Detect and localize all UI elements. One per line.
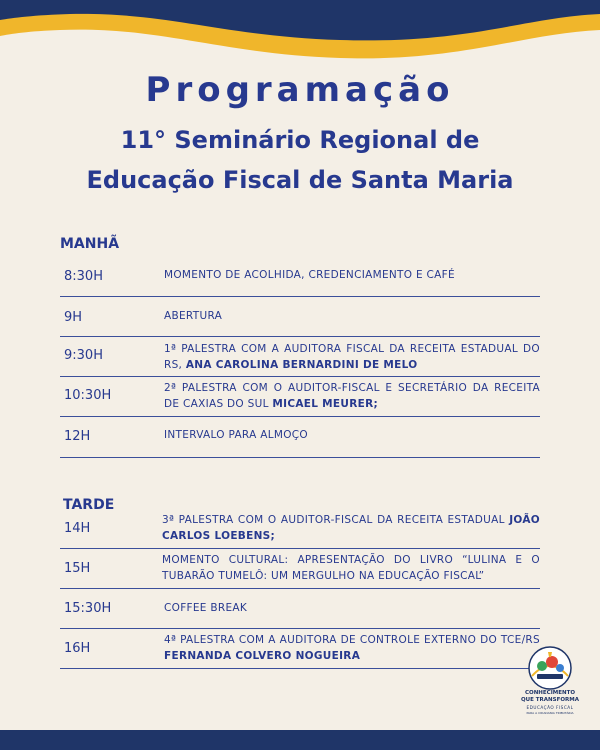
logo-text-line1: CONHECIMENTO xyxy=(524,690,576,696)
schedule-description: ABERTURA xyxy=(164,310,223,322)
schedule-time: 8:30H xyxy=(64,269,103,284)
schedule-time: 10:30H xyxy=(64,388,112,403)
schedule-time: 15H xyxy=(64,561,91,576)
logo-emblem-icon xyxy=(520,646,580,690)
row-divider xyxy=(60,668,540,669)
schedule-time: 9H xyxy=(64,310,83,325)
logo-text-line3: EDUCAÇÃO FISCAL xyxy=(526,705,574,710)
row-divider xyxy=(60,548,540,549)
logo-text-line2: QUE TRANSFORMA xyxy=(520,697,580,703)
row-divider xyxy=(60,628,540,629)
speaker-name: MICAEL MEURER; xyxy=(272,398,378,410)
footer-bar xyxy=(0,730,600,750)
schedule-description: 1ª PALESTRA COM A AUDITORA FISCAL DA RECEITA ESTADUAL DO RS, ANA CAROLINA BERNARDINI DE MELO xyxy=(164,343,540,371)
schedule-time: 12H xyxy=(64,429,91,444)
row-divider xyxy=(60,296,540,297)
schedule-time: 14H xyxy=(64,521,91,536)
schedule-time: 15:30H xyxy=(64,601,112,616)
schedule-description: MOMENTO CULTURAL: APRESENTAÇÃO DO LIVRO “LULINA E O TUBARÃO TUMELÔ: UM MERGULHO NA EDUCAÇÃO FISCAL” xyxy=(162,554,540,582)
header-wave-decoration xyxy=(0,0,600,80)
row-divider xyxy=(60,336,540,337)
schedule-time: 9:30H xyxy=(64,348,103,363)
event-subtitle-line2: Educação Fiscal de Santa Maria xyxy=(86,166,514,194)
conhecimento-que-transforma-logo xyxy=(520,646,580,718)
schedule-description: INTERVALO PARA ALMOÇO xyxy=(164,429,308,441)
row-divider xyxy=(60,588,540,589)
row-divider xyxy=(60,416,540,417)
logo-text-line4: PARA A CIDADANIA TRIBUTÁRIA xyxy=(526,711,574,715)
section-label-morning: MANHÃ xyxy=(60,236,120,252)
schedule-description: COFFEE BREAK xyxy=(164,602,248,614)
schedule-description: 2ª PALESTRA COM O AUDITOR-FISCAL E SECRETÁRIO DA RECEITA DE CAXIAS DO SUL MICAEL MEURER; xyxy=(164,382,540,410)
schedule-description: 3ª PALESTRA COM O AUDITOR-FISCAL DA RECEITA ESTADUAL JOÃO CARLOS LOEBENS; xyxy=(162,514,540,542)
schedule-time: 16H xyxy=(64,641,91,656)
speaker-name: FERNANDA COLVERO NOGUEIRA xyxy=(164,650,361,662)
speaker-name: JOÃO CARLOS LOEBENS; xyxy=(162,514,540,542)
speaker-name: ANA CAROLINA BERNARDINI DE MELO xyxy=(185,359,418,371)
event-subtitle-line1: 11° Seminário Regional de xyxy=(120,126,480,154)
row-divider xyxy=(60,376,540,377)
section-label-afternoon: TARDE xyxy=(63,497,115,513)
row-divider xyxy=(60,457,540,458)
schedule-description: MOMENTO DE ACOLHIDA, CREDENCIAMENTO E CAFÉ xyxy=(164,269,455,281)
schedule-description: 4ª PALESTRA COM A AUDITORA DE CONTROLE EXTERNO DO TCE/RS FERNANDA COLVERO NOGUEIRA xyxy=(164,634,540,662)
page-title: Programação xyxy=(145,70,455,110)
